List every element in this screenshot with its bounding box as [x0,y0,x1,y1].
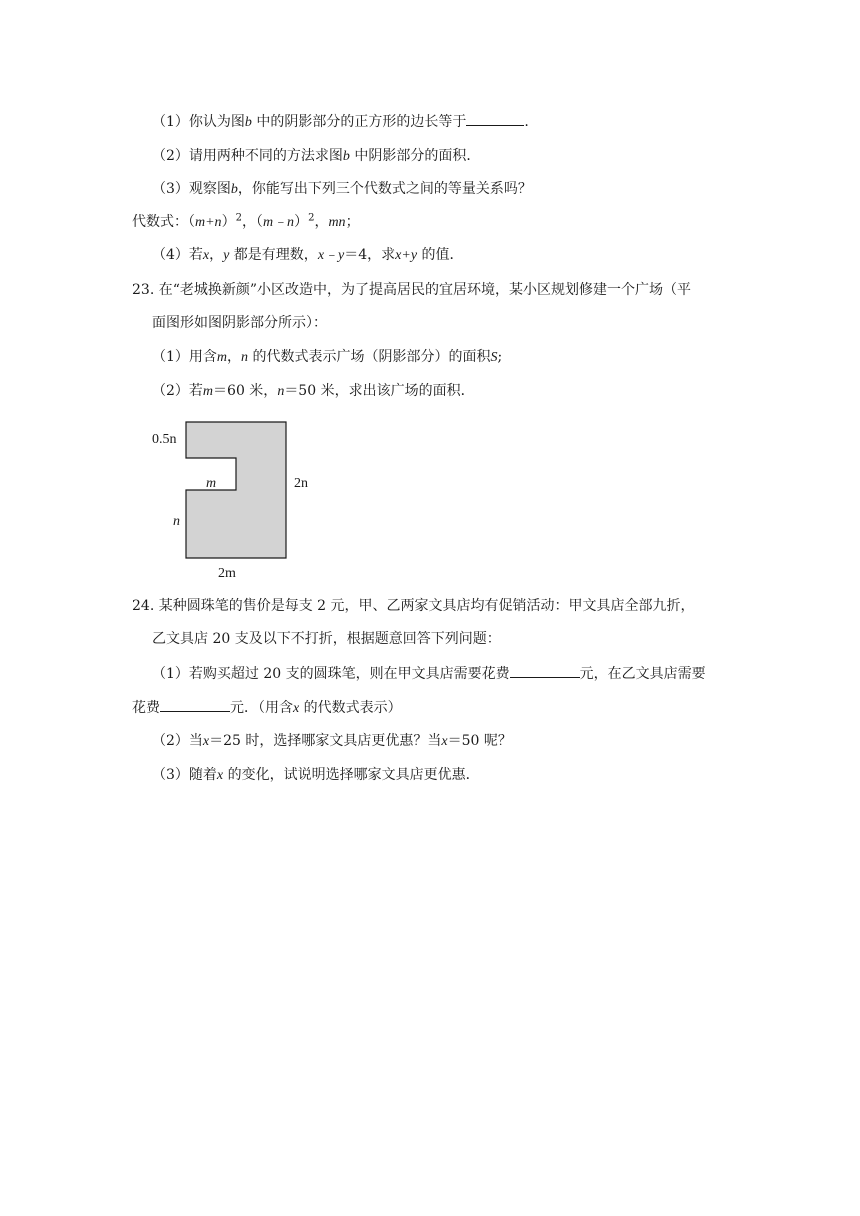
text: （2）若 [152,383,203,399]
var-b: b [244,115,252,130]
exponent: 2 [308,212,315,224]
text: 花费 [132,700,160,716]
var-b: b [342,149,350,164]
q24-part2 [152,731,512,752]
expr-m-minus-n: m﹣n [262,215,295,230]
text: ; [497,349,503,365]
q22-part3 [152,179,532,200]
text: （4）若 [152,247,203,263]
text: （3）随着 [152,767,217,783]
answer-blank-yi[interactable] [160,697,230,712]
label-left-n: n [173,514,180,529]
q23-part1 [152,347,502,368]
q24-stem-line2: 乙文具店 20 支及以下不打折，根据题意回答下列问题： [152,631,501,647]
text: 元．（用含 [230,700,293,716]
text: 的代数式表示） [299,700,402,716]
q22-part3-text-b: ，你能写出下列三个代数式之间的等量关系吗？ [237,181,532,197]
q23-stem-line1: 23. 在“老城换新颜”小区改造中，为了提高居民的宜居环境，某小区规划修建一个广场（平 [132,282,692,298]
sep: ； [345,214,360,230]
text: （1）若购买超过 20 支的圆珠笔，则在甲文具店需要花费 [152,666,510,682]
text: ， [209,247,224,263]
text: ＝25 时，选择哪家文具店更优惠？当 [209,733,442,749]
label-right-height: 2n [294,476,308,491]
var-m: m [216,350,228,365]
answer-blank-jia[interactable] [510,663,580,678]
sep: ，（ [241,214,263,230]
answer-blank[interactable] [466,111,524,126]
period: . [524,114,529,130]
text: ＝50 呢？ [447,733,512,749]
text: 都是有理数， [229,247,318,263]
q22-part2-text-b: 中阴影部分的面积． [349,148,481,164]
q22-part1-text-b: 中的阴影部分的正方形的边长等于 [251,114,467,130]
q24-part3 [152,765,480,786]
var-x: x [202,734,210,749]
exponent: 2 [235,212,242,224]
var-y: y [223,248,230,263]
q22-part3-text: （3）观察图 [152,181,231,197]
q22-part1 [152,111,529,133]
label-notch-m: m [206,476,217,491]
q24-part1 [152,663,706,684]
sep: ， [314,214,329,230]
expr-m-plus-n: m+n [195,215,222,230]
text: ＝50 米，求出该广场的面积． [284,383,475,399]
q24-part1-cont [132,697,402,719]
q24-stem-line1: 24. 某种圆珠笔的售价是每支 2 元，甲、乙两家文具店均有促销活动：甲文具店全部九折， [132,598,695,614]
text: 的代数式表示广场（阴影部分）的面积 [248,349,491,365]
expr-x-minus-y: x﹣y [317,248,345,263]
q22-part4 [152,245,464,266]
paren: ） [294,214,309,230]
expr-label: 代数式：（ [132,214,195,230]
var-x: x [293,701,300,716]
var-x: x [216,768,224,783]
q22-expressions [132,212,360,233]
text: （2）当 [152,733,203,749]
var-s: S [490,350,498,365]
var-x: x [441,734,448,749]
var-m: m [202,384,214,399]
label-top-width: 0.5n [152,432,177,447]
text: ＝60 米， [213,383,278,399]
var-b: b [230,182,238,197]
text: ， [227,349,242,365]
label-bottom-width: 2m [218,566,236,581]
var-n: n [277,384,285,399]
var-x: x [202,248,210,263]
plaza-shaded-area [186,422,286,558]
text: 元，在乙文具店需要 [579,666,706,682]
q23-stem-line2: 面图形如图阴影部分所示）： [152,315,327,331]
q22-part2 [152,146,480,167]
q22-part2-text: （2）请用两种不同的方法求图 [152,148,343,164]
q23-part2 [152,381,475,402]
text: （1）用含 [152,349,217,365]
var-n: n [241,350,249,365]
text: ＝4，求 [344,247,396,263]
plaza-figure [148,408,328,583]
paren: ） [221,214,236,230]
expr-mn: mn [328,215,346,230]
text: 的变化，试说明选择哪家文具店更优惠． [223,767,480,783]
text: 的值． [417,247,464,263]
q22-part1-text: （1）你认为图 [152,114,245,130]
expr-x-plus-y: x+y [395,248,418,263]
